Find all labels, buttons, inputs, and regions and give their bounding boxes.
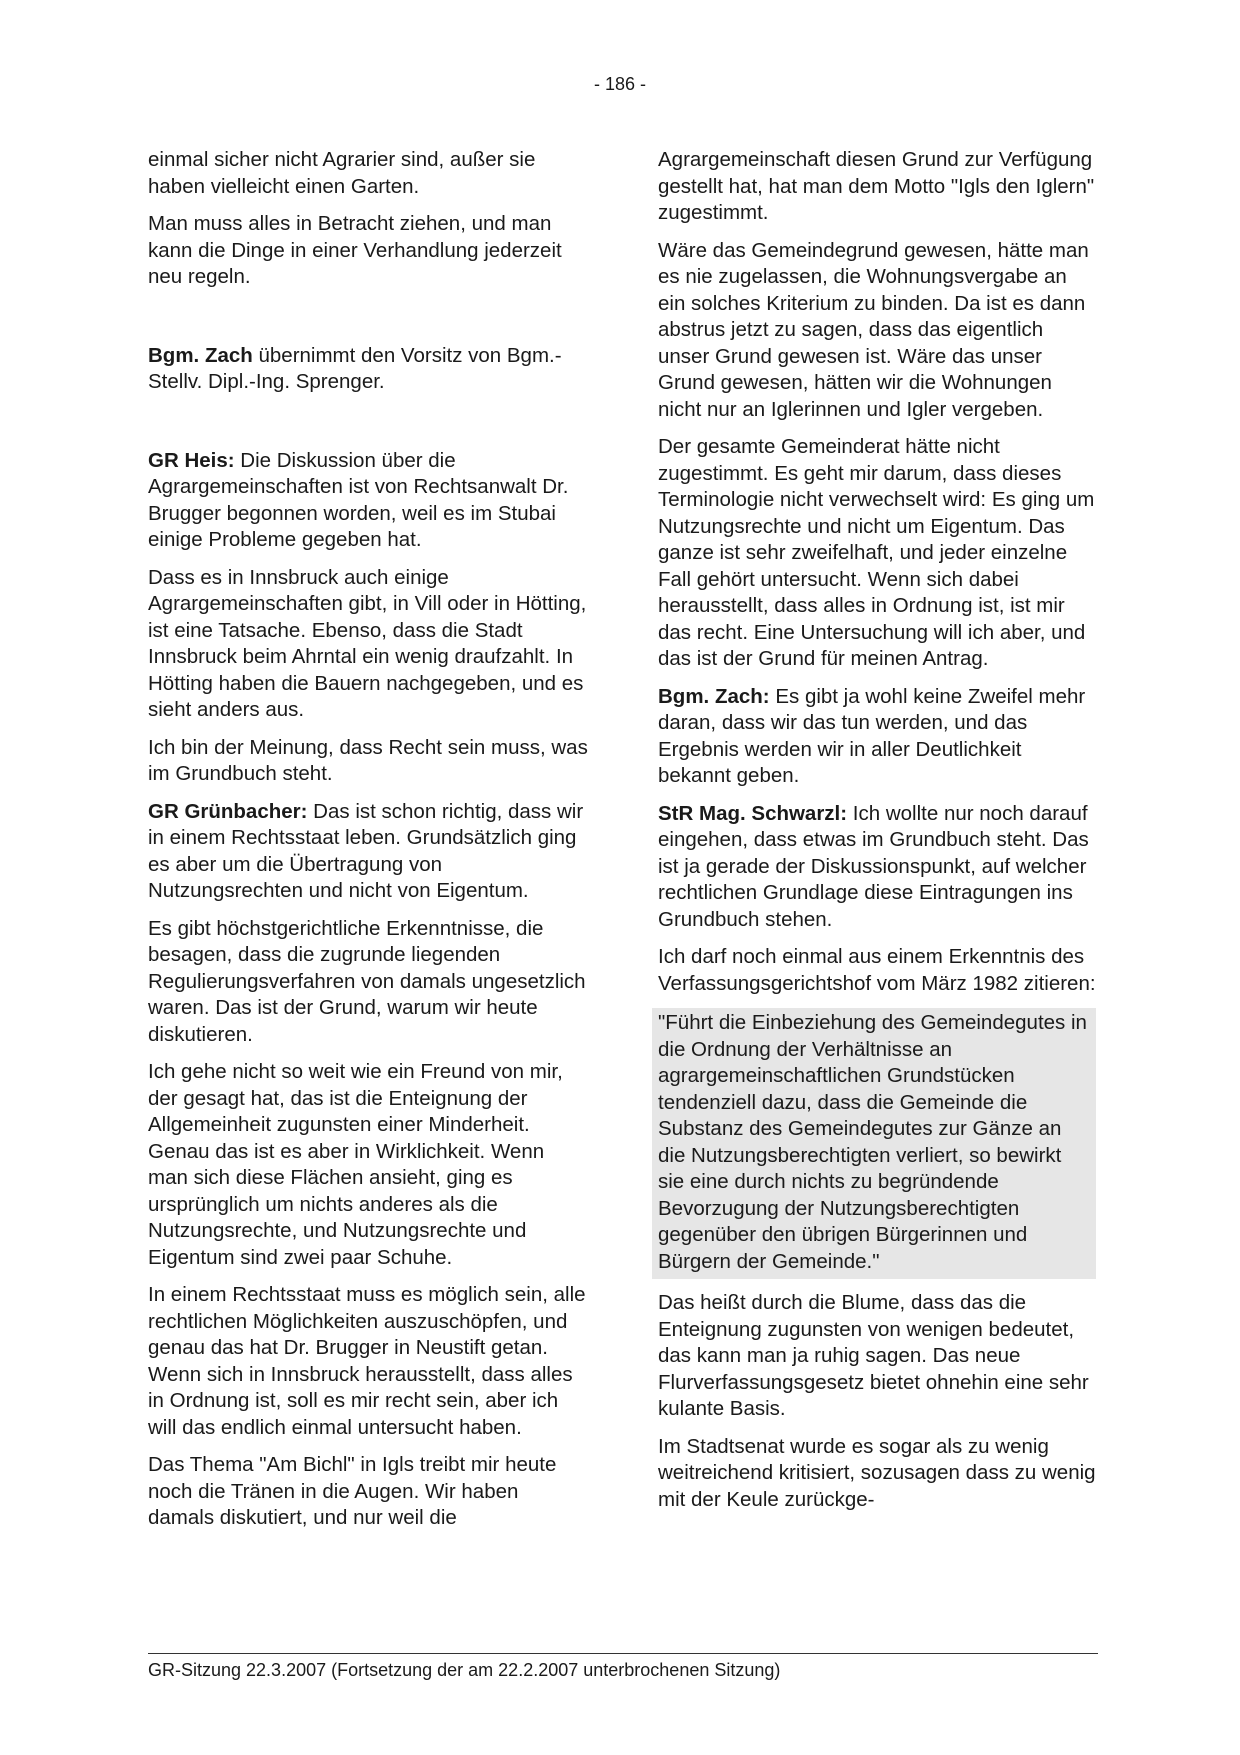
- speech-text: übernimmt den Vorsitz von Bgm.-Stellv. Dipl.-Ing. Sprenger.: [148, 343, 562, 393]
- page-number: - 186 -: [593, 74, 647, 94]
- paragraph: Das heißt durch die Blume, dass das die Enteignung zugunsten von wenigen bedeutet, das kann man ja ruhig sagen. Das neue Flurverfassungsgesetz bietet ohnehin eine sehr kulante Basis.: [658, 1291, 1089, 1420]
- paragraph: Wäre das Gemeindegrund gewesen, hätte man es nie zugelassen, die Wohnungsvergabe an ein solches Kriterium zu binden. Da ist es dann abstrus jetzt zu sagen, dass das eigentlich unser Grund gewesen ist. Wäre das unser Grund gewesen, hätten wir die Wohnungen nicht nur an Iglerinnen und Igler vergeben.: [658, 238, 1089, 421]
- speech-text: Es gibt ja wohl keine Zweifel mehr daran, dass wir das tun werden, und das Ergebnis werden wir in aller Deutlichkeit bekannt geben.: [658, 684, 1086, 787]
- paragraph: Es gibt höchstgerichtliche Erkenntnisse, die besagen, dass die zugrunde liegenden Regulierungsverfahren von damals ungesetzlich waren. Das ist der Grund, warum wir heute diskutieren.: [148, 916, 586, 1046]
- paragraph: [148, 448, 588, 554]
- speech-text: Ich wollte nur noch darauf eingehen, dass etwas im Grundbuch steht. Das ist ja gerade der Diskussionspunkt, auf welcher rechtlichen Grundlage diese Eintragungen ins Grundbuch stehen.: [658, 801, 1089, 931]
- paragraph: Ich gehe nicht so weit wie ein Freund von mir, der gesagt hat, das ist die Enteignung der Allgemeinheit zugunsten einer Minderheit. Genau das ist es aber in Wirklichkeit. Wenn man sich diese Flächen ansieht, ging es ursprünglich um nichts anderes als die Nutzungsrechte, und Nutzungsrechte und Eigentum sind zwei paar Schuhe.: [148, 1060, 563, 1269]
- paragraph: Ich darf noch einmal aus einem Erkenntnis des Verfassungsgerichtshof vom März 1982 zitieren:: [658, 945, 1096, 995]
- paragraph: [658, 801, 1098, 934]
- paragraph: Dass es in Innsbruck auch einige Agrargemeinschaften gibt, in Vill oder in Hötting, ist eine Tatsache. Ebenso, dass die Stadt Innsbruck beim Ahrntal ein wenig draufzahlt. In Hötting haben die Bauern nachgegeben, und es sieht anders aus.: [148, 565, 587, 721]
- paragraph: Agrargemeinschaft diesen Grund zur Verfügung gestellt hat, hat man dem Motto "Igls den Iglern" zugestimmt.: [658, 148, 1095, 224]
- speaker-name: Bgm. Zach:: [658, 684, 770, 708]
- paragraph: Im Stadtsenat wurde es sogar als zu wenig weitreichend kritisiert, sozusagen dass zu wenig mit der Keule zurückge-: [658, 1434, 1096, 1511]
- speaker-name: GR Heis:: [148, 448, 235, 472]
- right-column: [658, 147, 1098, 1524]
- speaker-name: StR Mag. Schwarzl:: [658, 801, 848, 825]
- paragraph: [148, 343, 588, 396]
- speaker-name: Bgm. Zach: [148, 343, 253, 367]
- paragraph: [148, 799, 588, 905]
- left-column: [148, 147, 588, 1543]
- paragraph: Das Thema "Am Bichl" in Igls treibt mir heute noch die Tränen in die Augen. Wir haben damals diskutiert, und nur weil die: [148, 1453, 557, 1529]
- paragraph: einmal sicher nicht Agrarier sind, außer sie haben vielleicht einen Garten.: [148, 148, 536, 198]
- paragraph: [658, 684, 1098, 790]
- footer-text: GR-Sitzung 22.3.2007 (Fortsetzung der am 22.2.2007 unterbrochenen Sitzung): [148, 1660, 781, 1680]
- speech-text: Die Diskussion über die Agrargemeinschaften ist von Rechtsanwalt Dr. Brugger begonnen worden, weil es im Stubai einige Probleme gegeben hat.: [148, 448, 569, 551]
- paragraph: In einem Rechtsstaat muss es möglich sein, alle rechtlichen Möglichkeiten auszuschöpfen, und genau das hat Dr. Brugger in Neustift getan. Wenn sich in Innsbruck herausstellt, dass alles in Ordnung ist, soll es mir recht sein, aber ich will das endlich einmal untersucht haben.: [148, 1283, 586, 1439]
- paragraph: Man muss alles in Betracht ziehen, und man kann die Dinge in einer Verhandlung jederzeit neu regeln.: [148, 212, 562, 288]
- court-quote: "Führt die Einbeziehung des Gemeindegutes in die Ordnung der Verhältnisse an agrargemeinschaftlichen Grundstücken tendenziell dazu, dass die Gemeinde die Substanz des Gemeindegutes zur Gänze an die Nutzungsberechtigten verliert, so bewirkt sie eine durch nichts zu begründende Bevorzugung der Nutzungsberechtigten gegenüber den übrigen Bürgerinnen und Bürgern der Gemeinde.": [652, 1008, 1096, 1279]
- speech-text: Das ist schon richtig, dass wir in einem Rechtsstaat leben. Grundsätzlich ging es aber um die Übertragung von Nutzungsrechten und nicht von Eigentum.: [148, 799, 584, 902]
- footer-divider: [148, 1653, 1098, 1654]
- paragraph: Ich bin der Meinung, dass Recht sein muss, was im Grundbuch steht.: [148, 735, 588, 785]
- speaker-name: GR Grünbacher:: [148, 799, 308, 823]
- paragraph: Der gesamte Gemeinderat hätte nicht zugestimmt. Es geht mir darum, dass dieses Terminologie nicht verwechselt wird: Es ging um Nutzungsrechte und nicht um Eigentum. Das ganze ist sehr zweifelhaft, und jeder einzelne Fall gehört untersucht. Wenn sich dabei herausstellt, dass alles in Ordnung ist, ist mir das recht. Eine Untersuchung will ich aber, und das ist der Grund für meinen Antrag.: [658, 435, 1095, 670]
